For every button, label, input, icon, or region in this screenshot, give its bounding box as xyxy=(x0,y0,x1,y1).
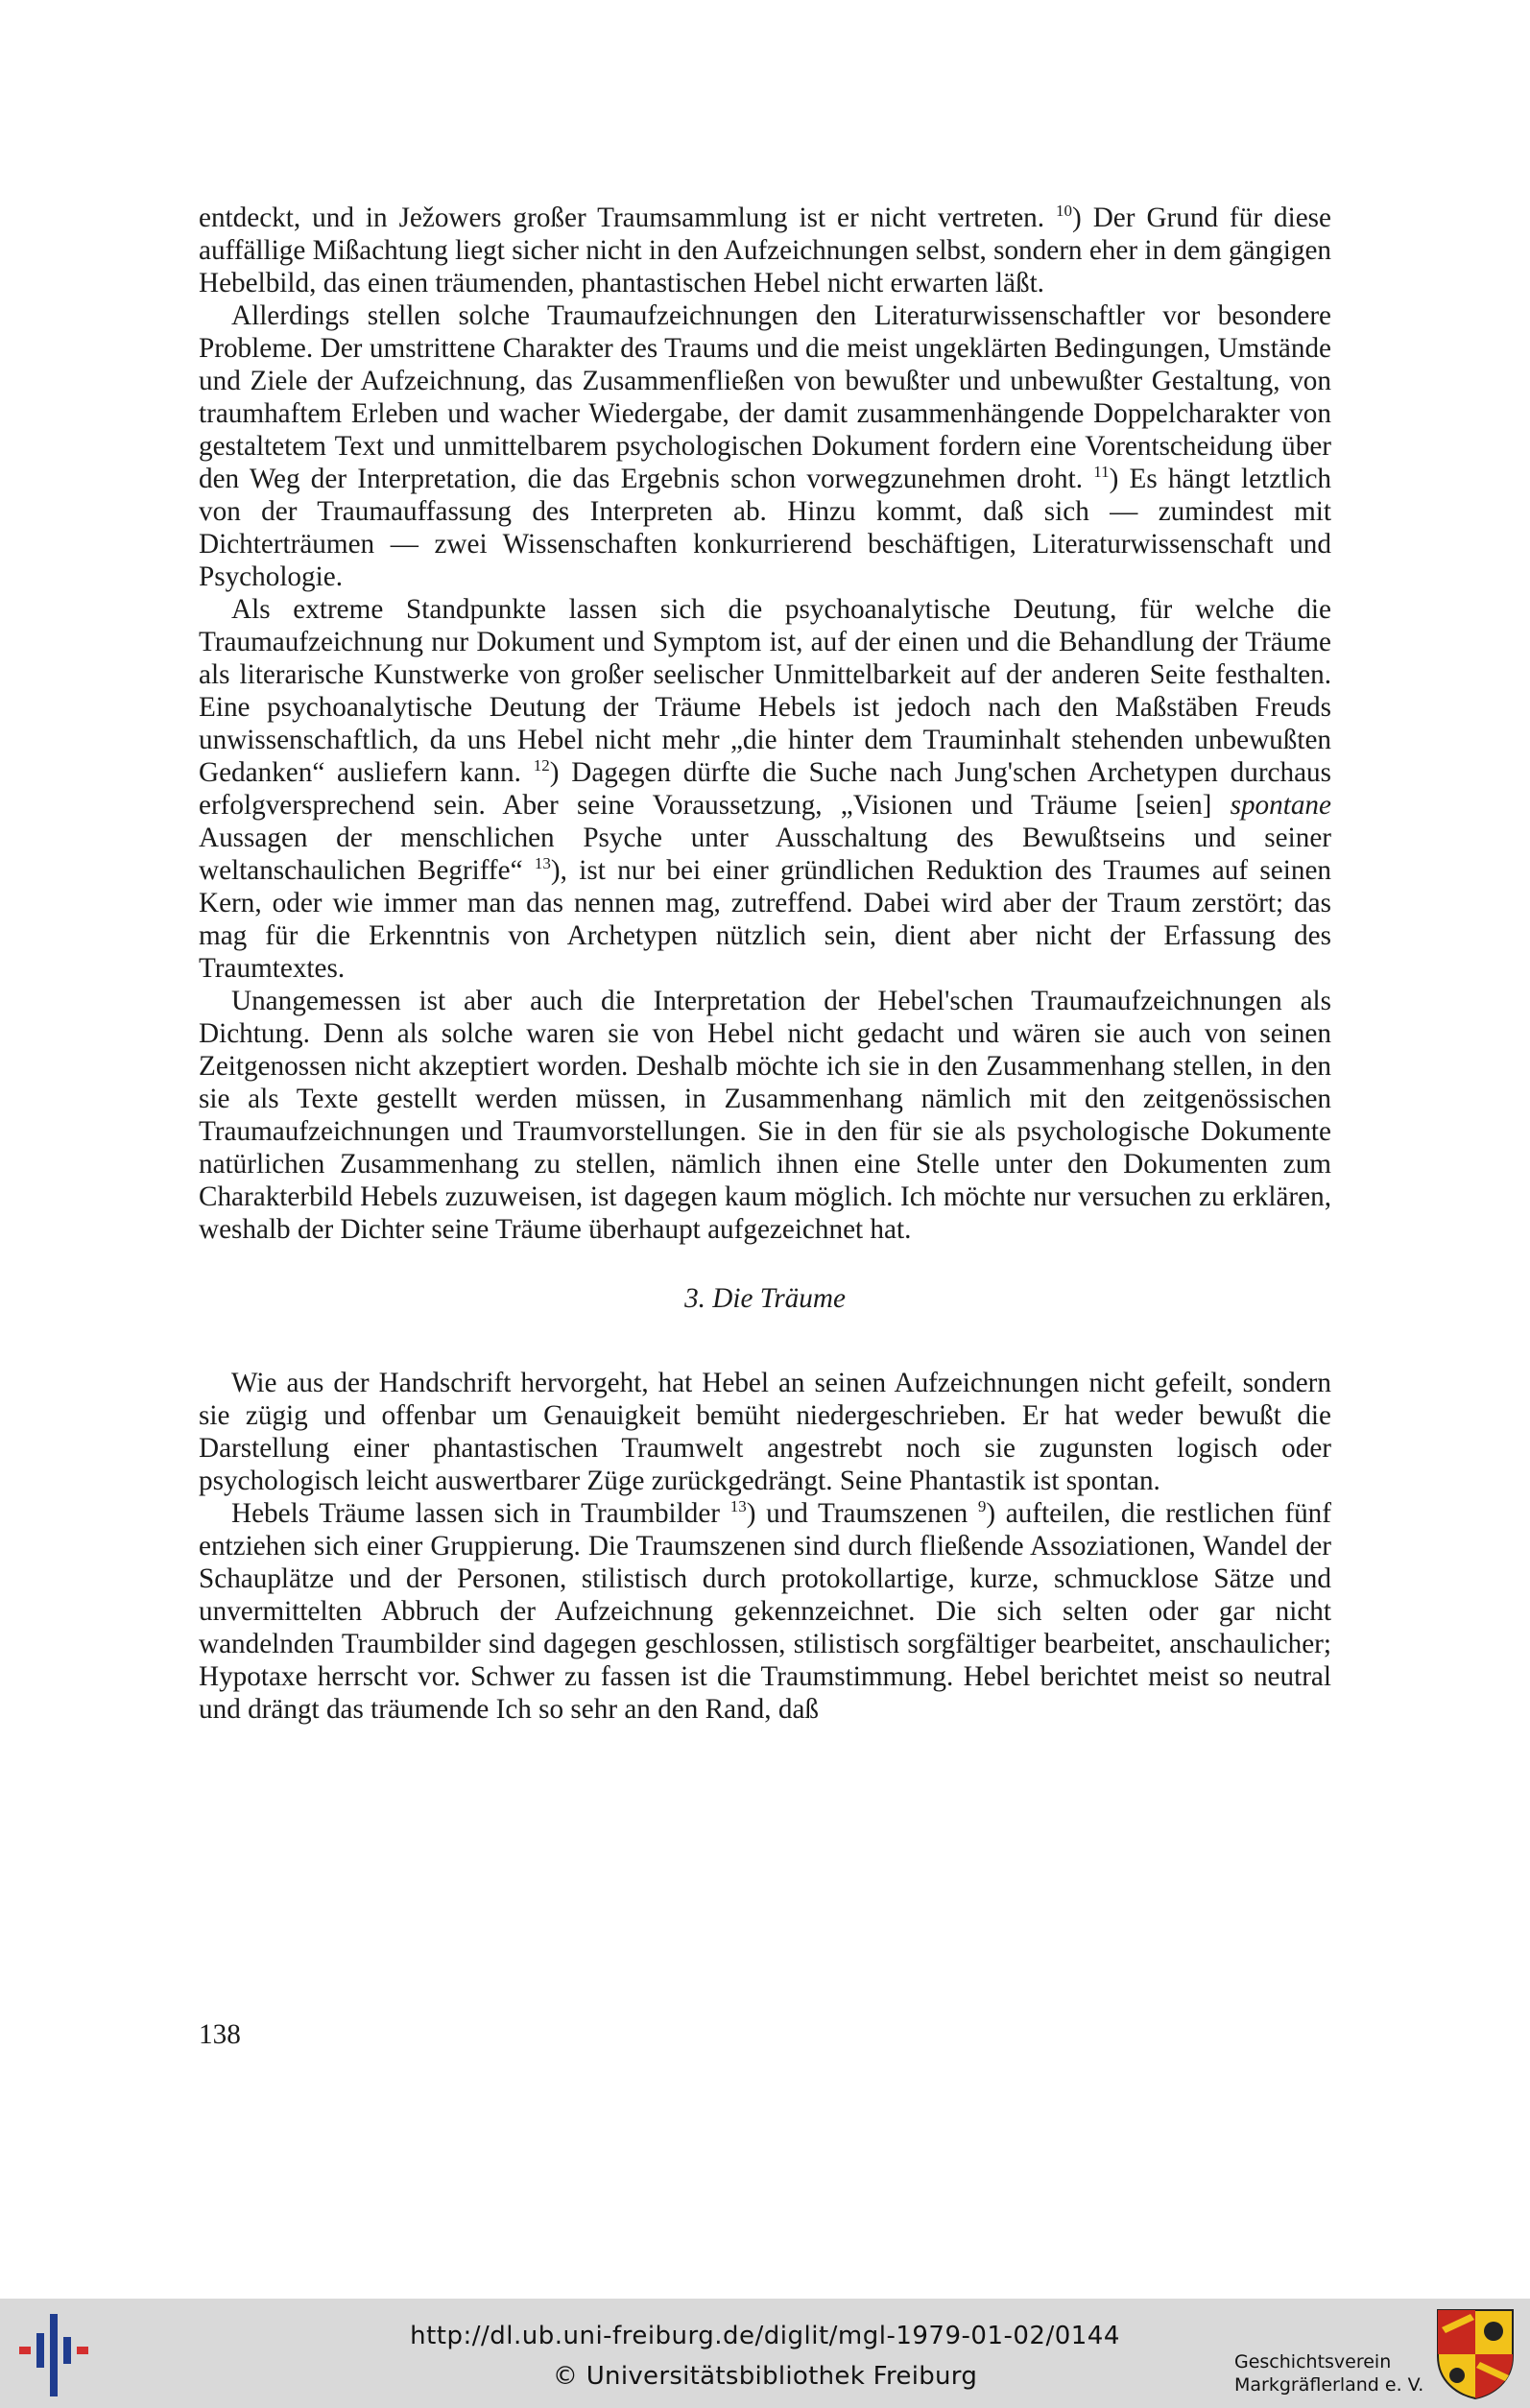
markgraeflerland-crest-icon xyxy=(1436,2308,1515,2400)
section-heading: 3. Die Träume xyxy=(684,1283,846,1314)
section-intro xyxy=(199,202,1331,1246)
footnote-ref: 11 xyxy=(1093,463,1110,481)
page-number: 138 xyxy=(199,2019,241,2050)
text-run: ) und Traumszenen xyxy=(746,1498,978,1529)
text-run: Allerdings stellen solche Traumaufzeichnungen den Literaturwissenschaftler vor besondere Probleme. Der umstrittene Charakter des Traums und die meist ungeklärten Bedingungen, Umstände und Ziele der Aufzeichnung, das Zusammenfließen von bewußter und unbewußter Gestaltung, von traumhaftem Erleben und wacher Wiedergabe, der damit zusammenhängende Doppelcharakter von gestaltetem Text und unmittelbarem psychologischen Dokument fordern eine Vorentscheidung über den Weg der Interpretation, die das Ergebnis schon vorwegzunehmen droht. xyxy=(199,300,1331,494)
paragraph xyxy=(199,593,1331,985)
footer-bar xyxy=(0,2299,1530,2408)
text-run: Aussagen der menschlichen Psyche unter Ausschaltung des Bewußtseins und seiner weltanschaulichen Begriffe“ xyxy=(199,823,1331,886)
text-run: ) aufteilen, die restlichen fünf entziehen sich einer Gruppierung. Die Traumszenen sind durch fließende Assoziationen, Wandel der Schauplätze und der Personen, stilistisch durch protokollartige, kurze, schmucklose Sätze und unvermittelten Abbruch der Aufzeichnung gekennzeichnet. Die sich selten oder gar nicht wandelnden Traumbilder sind dagegen geschlossen, stilistisch sorgfältiger bearbeitet, anschaulicher; Hypotaxe herrscht vor. Schwer zu fassen ist die Traumstimmung. Hebel berichtet meist so neutral und drängt das träumende Ich so sehr an den Rand, daß xyxy=(199,1498,1331,1725)
body-text xyxy=(199,202,1331,1726)
paragraph xyxy=(199,299,1331,593)
footnote-ref: 13 xyxy=(729,1497,747,1515)
footnote-ref: 10 xyxy=(1056,202,1073,220)
text-run: Unangemessen ist aber auch die Interpretation der Hebel'schen Traumaufzeichnungen als Dichtung. Denn als solche waren sie von Hebel nicht gedacht und wären sie auch von seinen Zeitgenossen nicht akzeptiert worden. Deshalb möchte ich sie in den Zusammenhang stellen, in den sie als Texte gestellt werden müssen, in Zusammenhang nämlich mit den zeitgenössischen Traumaufzeichnungen und Traumvorstellungen. Sie in den für sie als psychologische Dokumente natürlichen Zusammenhang zu stellen, nämlich ihnen eine Stelle unter den Dokumenten zum Charakterbild Hebels zuzuweisen, ist dagegen kaum möglich. Ich möchte nur versuchen zu erklären, weshalb der Dichter seine Träume überhaupt aufgezeichnet hat. xyxy=(199,986,1331,1245)
society-name xyxy=(1234,2350,1423,2396)
footnote-ref: 13 xyxy=(534,854,551,872)
footnote-ref: 9 xyxy=(977,1497,987,1515)
text-run: ) Der Grund für diese auffällige Mißachtung liegt sicher nicht in den Aufzeichnungen selbst, sondern eher in dem gängigen Hebelbild, das einen träumenden, phantastischen Hebel nicht erwarten läßt. xyxy=(199,203,1331,298)
text-run: Wie aus der Handschrift hervorgeht, hat Hebel an seinen Aufzeichnungen nicht gefeilt, sondern sie zügig und offenbar um Genauigkeit bemüht niedergeschrieben. Er hat weder bewußt die Darstellung einer phantastischen Traumwelt angestrebt noch sie zugunsten logisch oder psychologisch leicht auswertbarer Züge zurückgedrängt. Seine Phantastik ist spontan. xyxy=(199,1368,1331,1496)
footnote-ref: 12 xyxy=(533,756,550,775)
text-run: entdeckt, und in Ježowers großer Traumsammlung ist er nicht vertreten. xyxy=(199,203,1057,233)
text-run: Hebels Träume lassen sich in Traumbilder xyxy=(231,1498,730,1529)
section-dreams xyxy=(199,1367,1331,1726)
text-run: ) Es hängt letztlich von der Traumauffassung des Interpreten ab. Hinzu kommt, daß sich — zumindest mit Dichterträumen — zwei Wissenschaften konkurrierend beschäftigen, Literaturwissenschaft und Psychologie. xyxy=(199,464,1331,592)
society-name-line2: Markgräflerland e. V. xyxy=(1234,2374,1424,2396)
text-run: ) Dagegen dürfte die Suche nach Jung'schen Archetypen durchaus erfolgversprechend sein. Aber seine Voraussetzung, „Visionen und Träume [seien] xyxy=(199,757,1331,821)
text-run: ), ist nur bei einer gründlichen Reduktion des Traumes auf seinen Kern, oder wie immer man das nennen mag, zutreffend. Dabei wird aber der Traum zerstört; das mag für die Erkenntnis von Archetypen nützlich sein, dient aber nicht der Erfassung des Traumtextes. xyxy=(199,855,1331,984)
paragraph xyxy=(199,1367,1331,1497)
text-run: Als extreme Standpunkte lassen sich die psychoanalytische Deutung, für welche die Traumaufzeichnung nur Dokument und Symptom ist, auf der einen und die Behandlung der Träume als literarische Kunstwerke von großer seelischer Unmittelbarkeit auf der anderen Seite festhalten. Eine psychoanalytische Deutung der Träume Hebels ist jedoch nach den Maßstäben Freuds unwissenschaftlich, da uns Hebel nicht mehr „die hinter dem Trauminhalt stehenden unbewußten Gedanken“ ausliefern kann. xyxy=(199,594,1331,788)
paragraph xyxy=(199,202,1331,299)
paragraph xyxy=(199,1497,1331,1726)
emphasis: spontane xyxy=(1230,790,1331,821)
copyright-notice: © Universitätsbibliothek Freiburg xyxy=(552,2362,978,2391)
source-url[interactable]: http://dl.ub.uni-freiburg.de/diglit/mgl-1979-01-02/0144 xyxy=(410,2322,1120,2350)
paragraph xyxy=(199,985,1331,1246)
society-name-line1: Geschichtsverein xyxy=(1234,2351,1392,2372)
